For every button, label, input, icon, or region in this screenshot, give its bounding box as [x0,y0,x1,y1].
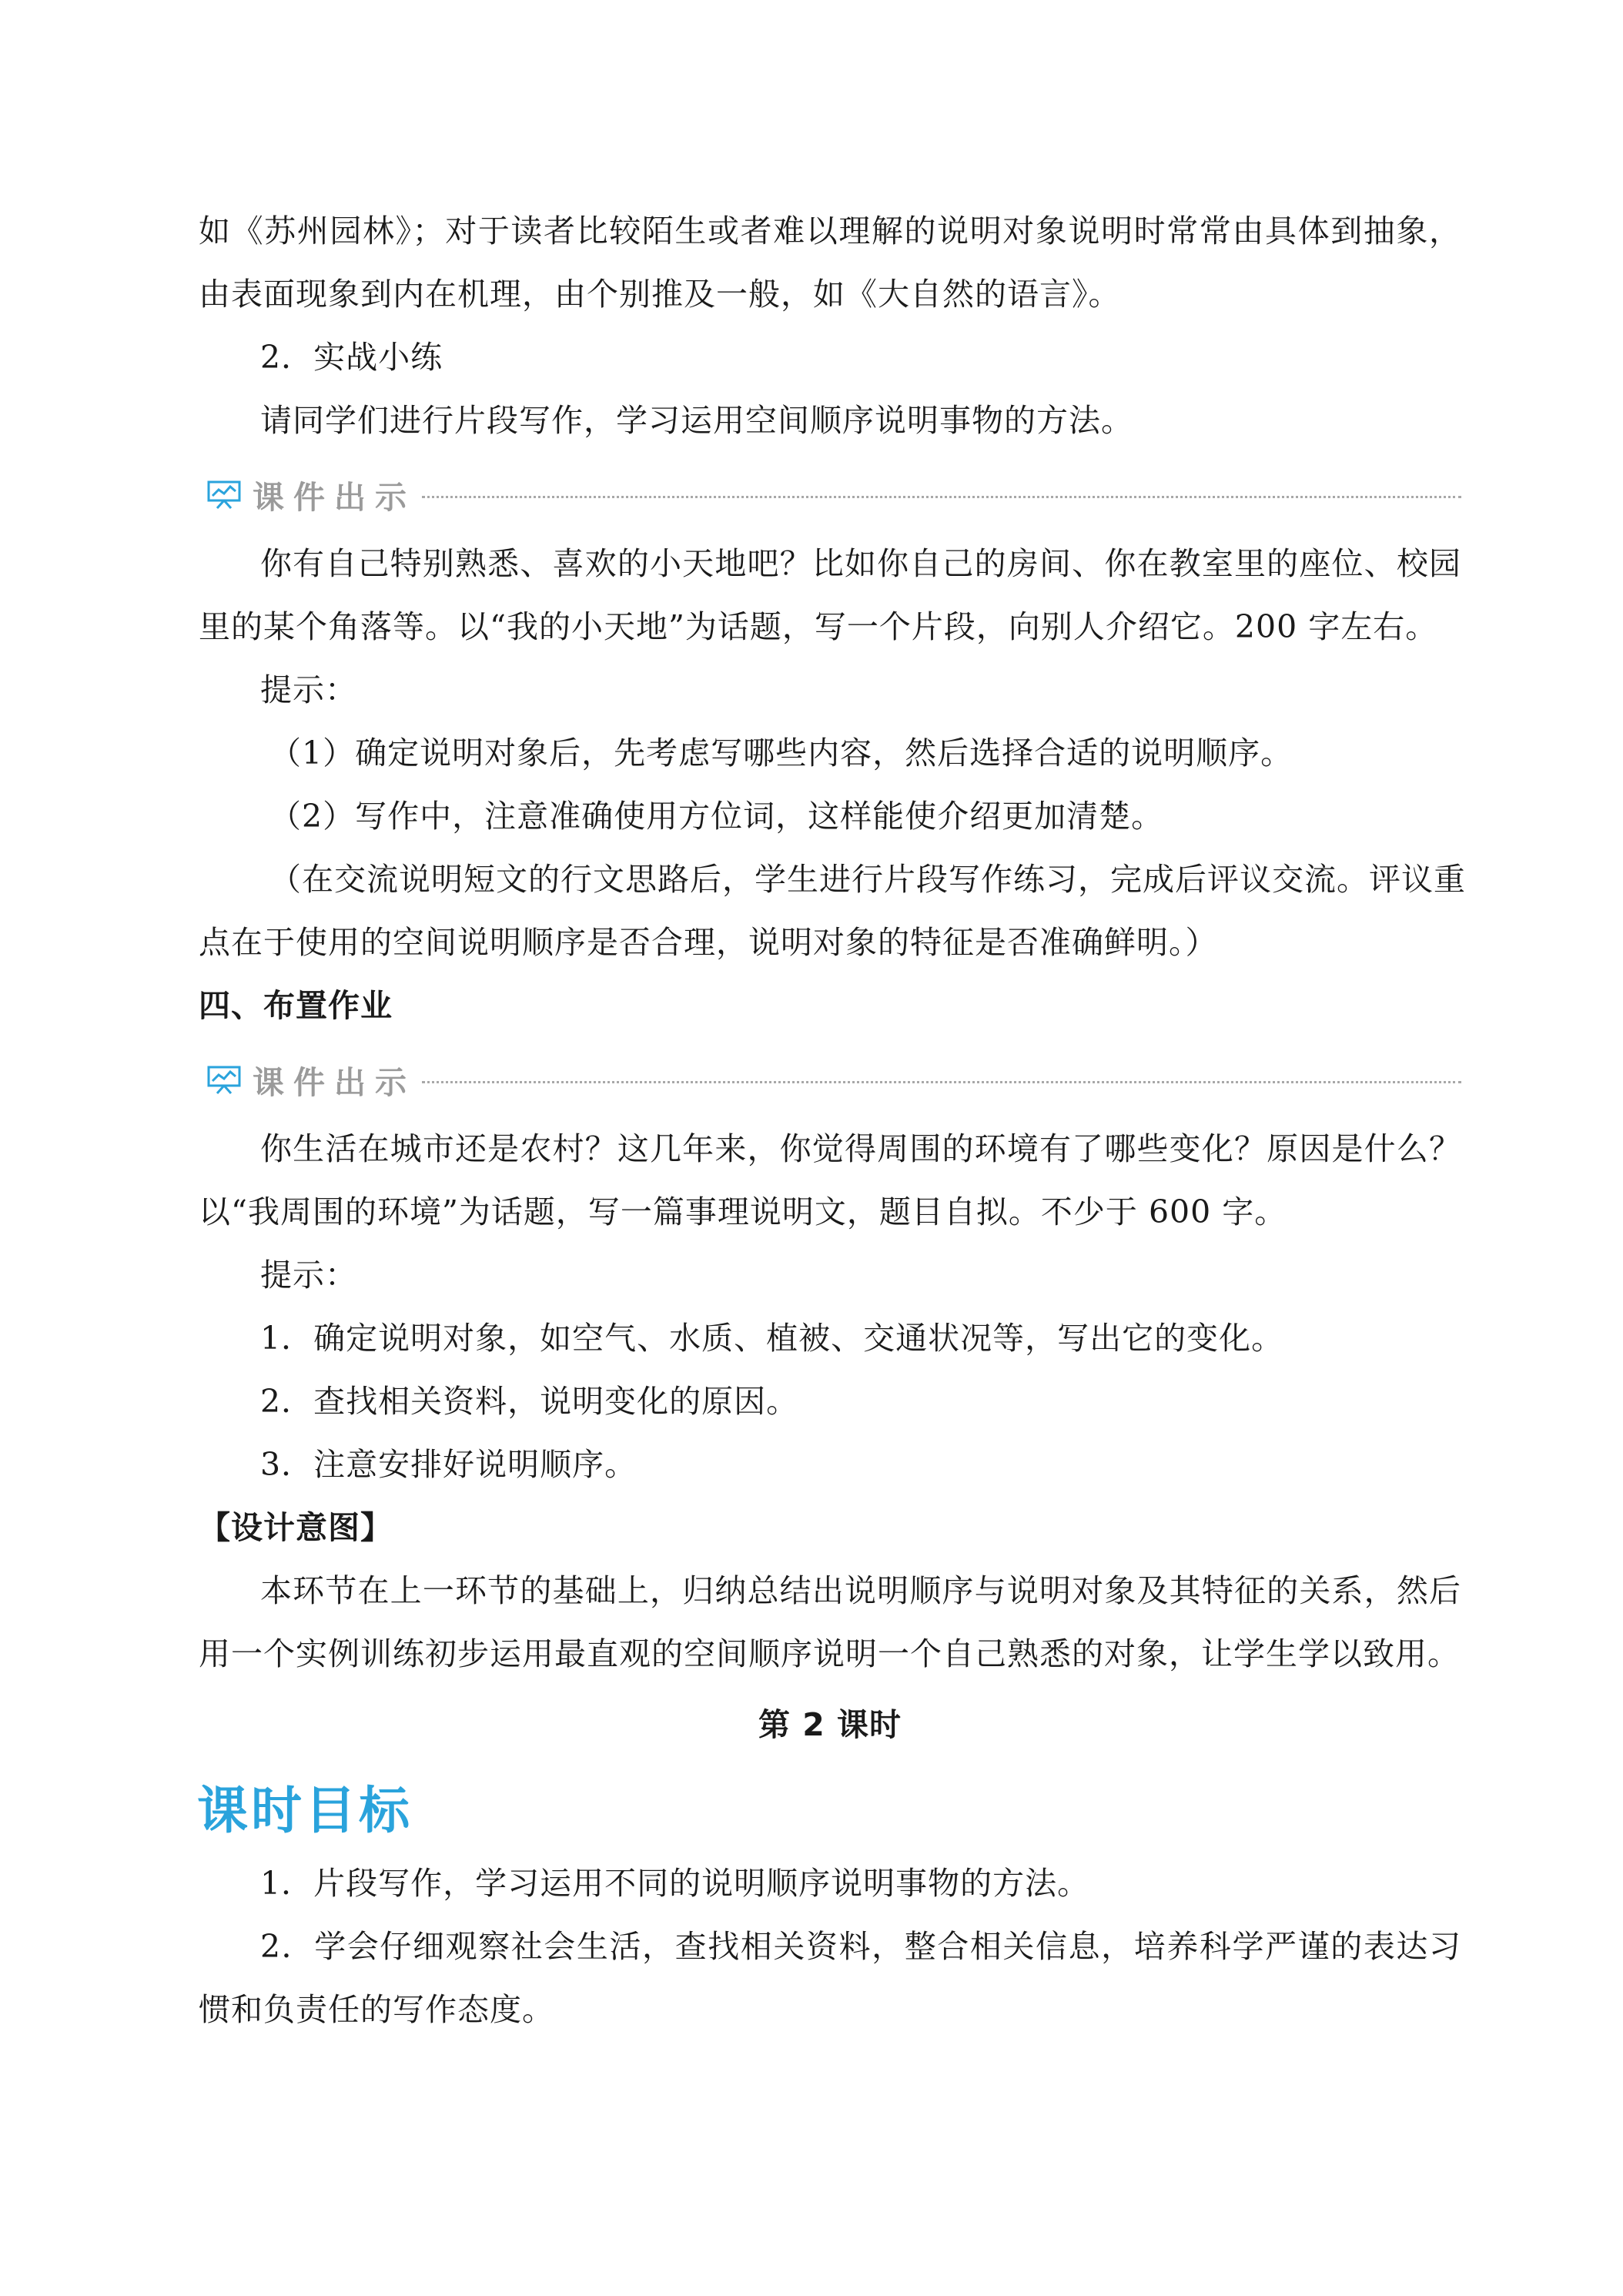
list-item: （1）确定说明对象后，先考虑写哪些内容，然后选择合适的说明顺序。 [269,735,1293,771]
banner-label: 课件出示 [253,478,416,516]
paragraph-line: 惯和负责任的写作态度。 [199,1991,554,2028]
paragraph-line: 以“我周围的环境”为话题，写一篇事理说明文，题目自拟。不少于 600 字。 [199,1193,1287,1230]
list-item: 2．实战小练 [260,339,443,376]
paragraph-line: 本环节在上一环节的基础上，归纳总结出说明顺序与说明对象及其特征的关系，然后 [260,1572,1461,1609]
paragraph-line: 请同学们进行片段写作，学习运用空间顺序说明事物的方法。 [260,402,1133,439]
paragraph-line: （在交流说明短文的行文思路后，学生进行片段写作练习，完成后评议交流。评议重 [269,861,1466,898]
paragraph-line: 你有自己特别熟悉、喜欢的小天地吧？比如你自己的房间、你在教室里的座位、校园 [260,545,1461,582]
list-item: 2．查找相关资料，说明变化的原因。 [260,1383,799,1420]
design-intent-heading: 【设计意图】 [199,1509,393,1546]
presentation-board-icon [206,1064,242,1095]
courseware-banner [206,1056,1461,1103]
dotted-divider [422,1081,1461,1083]
paragraph-line: 你生活在城市还是农村？这几年来，你觉得周围的环境有了哪些变化？原因是什么？ [260,1130,1461,1167]
paragraph-line: 由表面现象到内在机理，由个别推及一般，如《大自然的语言》。 [199,276,1121,313]
dotted-divider [422,496,1461,498]
paragraph-line: 提示： [260,671,357,708]
paragraph-line: 点在于使用的空间说明顺序是否合理，说明对象的特征是否准确鲜明。） [199,924,1218,961]
list-item: 2．学会仔细观察社会生活，查找相关资料，整合相关信息，培养科学严谨的表达习 [260,1928,1461,1965]
paragraph-line: 提示： [260,1257,357,1294]
presentation-board-icon [206,479,242,510]
paragraph-line: 用一个实例训练初步运用最直观的空间顺序说明一个自己熟悉的对象，让学生学以致用。 [199,1635,1460,1672]
section-heading: 四、布置作业 [199,987,393,1024]
section-title: 课时目标 [197,1781,413,1840]
list-item: 3．注意安排好说明顺序。 [260,1446,637,1483]
list-item: 1．确定说明对象，如空气、水质、植被、交通状况等，写出它的变化。 [260,1320,1284,1357]
banner-label: 课件出示 [253,1063,416,1101]
courseware-banner [206,471,1461,517]
list-item: （2）写作中，注意准确使用方位词，这样能使介绍更加清楚。 [269,798,1164,835]
paragraph-line: 里的某个角落等。以“我的小天地”为话题，写一个片段，向别人介绍它。200 字左右。 [199,608,1438,645]
list-item: 1．片段写作，学习运用不同的说明顺序说明事物的方法。 [260,1865,1090,1902]
lesson-title: 第 2 课时 [758,1706,902,1743]
paragraph-line: 如《苏州园林》；对于读者比较陌生或者难以理解的说明对象说明时常常由具体到抽象， [199,213,1461,249]
